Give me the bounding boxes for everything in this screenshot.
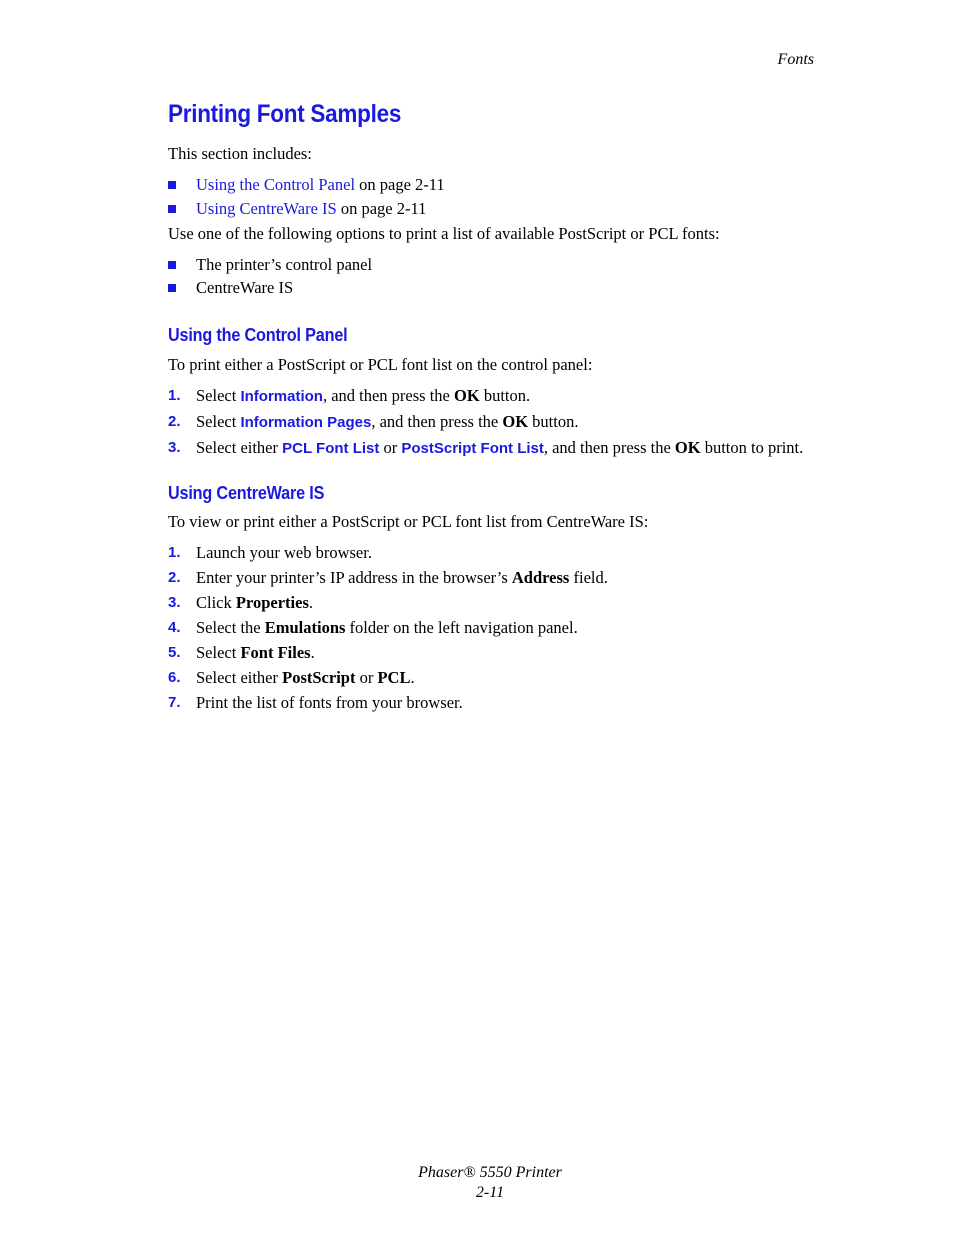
step-item: 5. Select Font Files. [168,643,315,662]
page-ref: on page 2-11 [355,175,445,194]
link-using-centreware-is[interactable]: Using CentreWare IS [196,198,337,218]
step-item: 6. Select either PostScript or PCL. [168,668,415,687]
section-heading-control-panel: Using the Control Panel [168,325,348,345]
ui-term: PostScript Font List [401,440,544,457]
control-panel-text: To print either a PostScript or PCL font list on the control panel: [168,355,593,374]
page-content [168,100,808,718]
step-item: 1. Launch your web browser. [168,543,372,562]
list-item: The printer’s control panel [168,255,808,275]
ui-term: Information Pages [240,414,372,431]
step-item: 3. Select either PCL Font List or PostScript Font List, and then press the OK button to print. [168,438,804,457]
bullet-square-icon [168,261,176,269]
bullet-square-icon [168,284,176,292]
running-header: Fonts [777,51,814,68]
ui-term: PCL Font List [282,440,380,457]
section-heading-centreware: Using CentreWare IS [168,483,325,503]
step-item: 3. Click Properties. [168,593,314,612]
centreware-steps [168,543,808,713]
footer-product: Phaser® 5550 Printer [418,1164,562,1181]
intro-text: This section includes: [168,144,312,163]
page-ref: on page 2-11 [336,198,427,218]
control-panel-steps [168,386,808,459]
list-item [168,199,808,219]
list-item [168,175,808,195]
step-item: 1. Select Information, and then press the OK button. [168,386,531,405]
step-item: 2. Select Information Pages, and then press the OK button. [168,412,579,431]
page-title: Printing Font Samples [168,100,402,128]
footer-page-number: 2-11 [475,1184,505,1201]
bullet-square-icon [168,205,176,213]
section-links-list [168,175,808,219]
bullet-square-icon [168,181,176,189]
step-item: 4. Select the Emulations folder on the left navigation panel. [168,618,578,637]
step-item: 7. Print the list of fonts from your browser. [168,693,463,712]
centreware-text: To view or print either a PostScript or PCL font list from CentreWare IS: [168,512,649,531]
list-item: CentreWare IS [168,278,808,298]
ui-term: Information [240,388,323,405]
options-list [168,255,808,299]
link-using-control-panel[interactable]: Using the Control Panel [196,175,356,194]
page-footer [390,1163,590,1203]
options-text: Use one of the following options to print a list of available PostScript or PCL fonts: [168,223,720,243]
step-item: 2. Enter your printer’s IP address in the browser’s Address field. [168,568,608,587]
